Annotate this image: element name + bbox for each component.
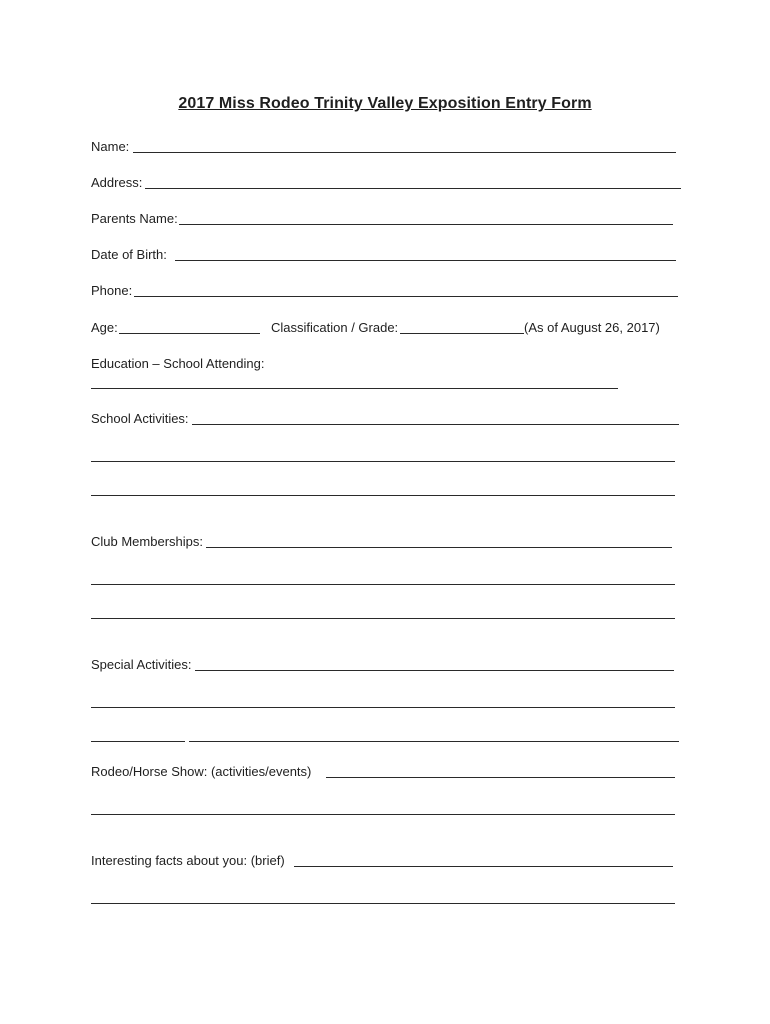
age-field-line[interactable]: [119, 333, 260, 334]
age-label: Age:: [91, 320, 118, 335]
special-activities-line-2[interactable]: [91, 707, 675, 708]
school-activities-label: School Activities:: [91, 411, 189, 426]
special-activities-label: Special Activities:: [91, 657, 192, 672]
special-activities-line-3a[interactable]: [91, 741, 185, 742]
club-memberships-field-line[interactable]: [206, 547, 672, 548]
interesting-facts-label: Interesting facts about you: (brief): [91, 853, 285, 868]
date-of-birth-label: Date of Birth:: [91, 247, 167, 262]
school-activities-line-3[interactable]: [91, 495, 675, 496]
classification-label: Classification / Grade:: [271, 320, 399, 335]
form-title: 2017 Miss Rodeo Trinity Valley Exposition Entry Form: [178, 95, 592, 112]
name-field-line[interactable]: [133, 152, 676, 153]
name-label: Name:: [91, 139, 130, 154]
address-label: Address:: [91, 175, 143, 190]
interesting-facts-field-line[interactable]: [294, 866, 673, 867]
classification-field-line[interactable]: [400, 333, 524, 334]
education-field-line[interactable]: [91, 388, 618, 389]
interesting-facts-line-2[interactable]: [91, 903, 675, 904]
club-memberships-line-2[interactable]: [91, 584, 675, 585]
rodeo-horse-show-label: Rodeo/Horse Show: (activities/events): [91, 764, 312, 779]
special-activities-field-line[interactable]: [195, 670, 674, 671]
club-memberships-label: Club Memberships:: [91, 534, 203, 549]
special-activities-line-3b[interactable]: [189, 741, 679, 742]
rodeo-horse-show-field-line[interactable]: [326, 777, 675, 778]
phone-label: Phone:: [91, 283, 133, 298]
classification-note: (As of August 26, 2017): [524, 320, 660, 335]
school-activities-line-2[interactable]: [91, 461, 675, 462]
phone-field-line[interactable]: [134, 296, 678, 297]
club-memberships-line-3[interactable]: [91, 618, 675, 619]
address-field-line[interactable]: [145, 188, 681, 189]
education-label: Education – School Attending:: [91, 356, 265, 371]
date-of-birth-field-line[interactable]: [175, 260, 676, 261]
school-activities-field-line[interactable]: [192, 424, 679, 425]
rodeo-horse-show-line-2[interactable]: [91, 814, 675, 815]
parents-name-label: Parents Name:: [91, 211, 178, 226]
parents-name-field-line[interactable]: [179, 224, 673, 225]
